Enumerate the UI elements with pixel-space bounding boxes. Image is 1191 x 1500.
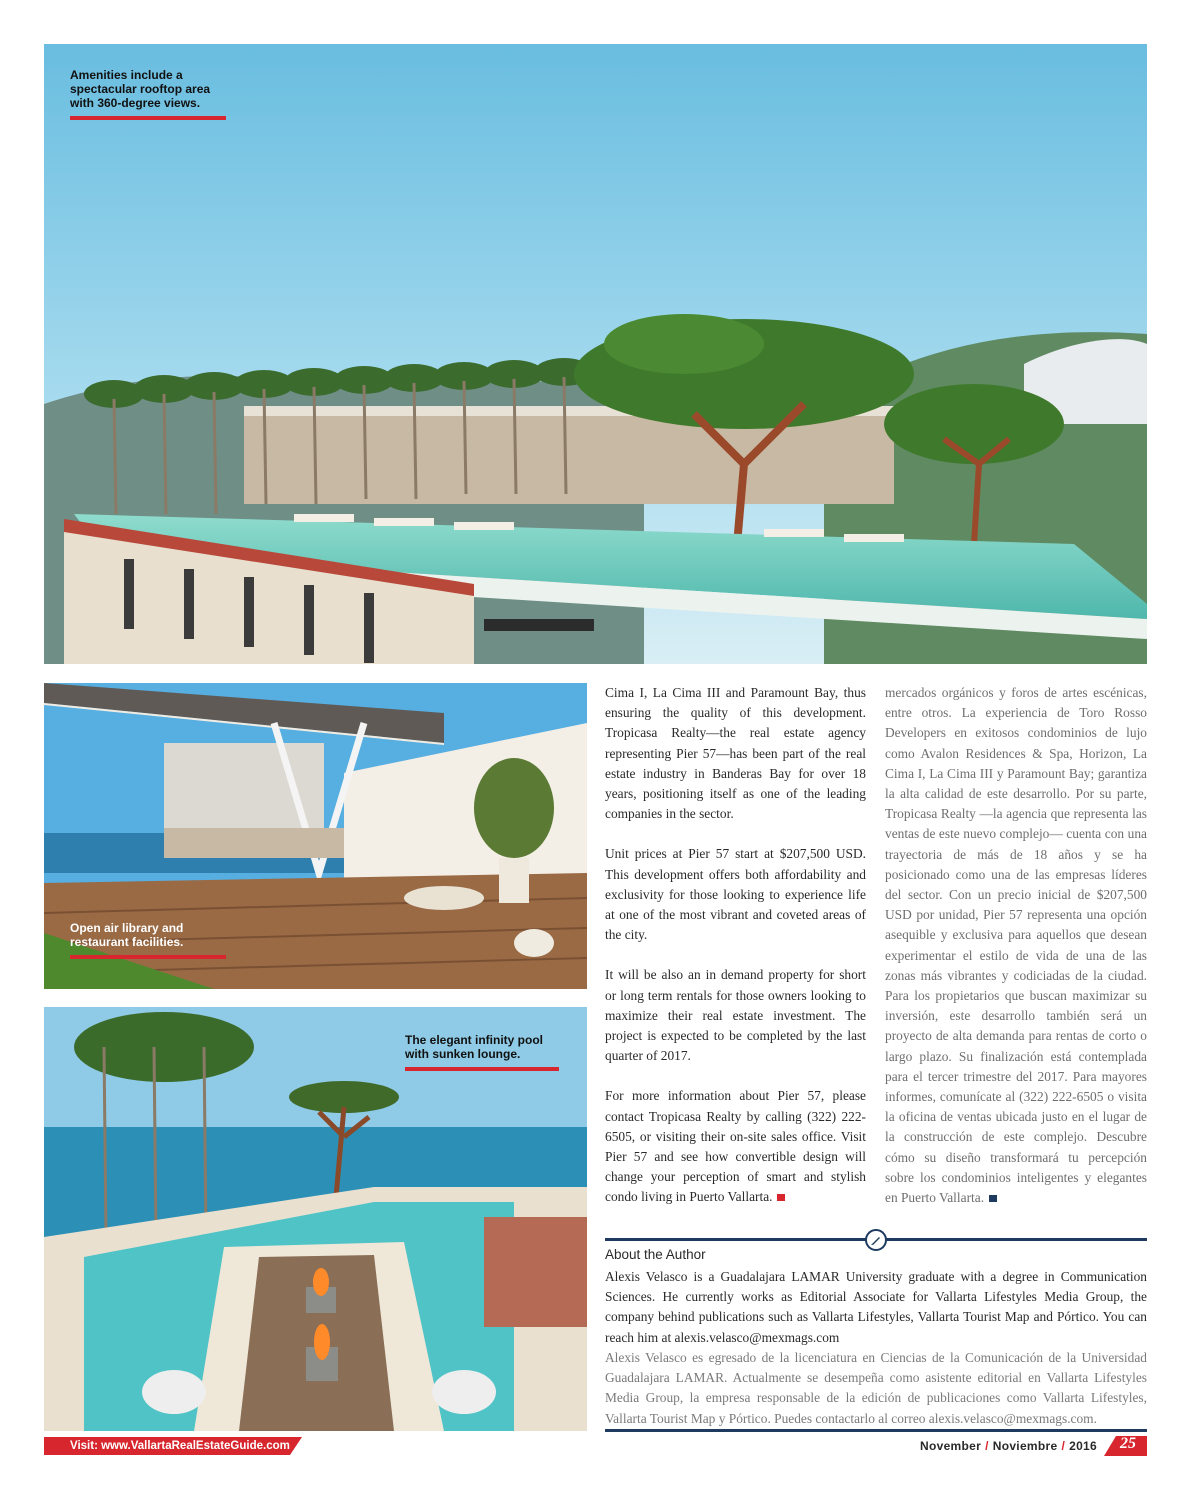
article-es-paragraph-wrap	[885, 683, 1147, 1208]
pool-caption-text: The elegant infinity pool with sunken lounge.	[405, 1033, 543, 1061]
author-bio-english: Alexis Velasco is a Guadalajara LAMAR University graduate with a degree in Communication Sciences. He currently works as Editorial Associate for Vallarta Lifestyles Media Group, the company behind publications such as Vallarta Lifestyles, Vallarta Tourist Map and Pórtico. You can reach him at alexis.velasco@mexmags.com	[605, 1269, 1147, 1345]
author-bio-spanish: Alexis Velasco es egresado de la licenciatura en Ciencias de la Comunicación de la Universidad Guadalajara LAMAR. Actualmente se desempeña como asistente editorial en Vallarta Lifestyles Media Group, la empresa responsable de la edición de publicaciones como Vallarta Lifestyles, Vallarta Tourist Map y Pórtico. Puedes contactarlo al correo alexis.velasco@mexmags.com.	[605, 1350, 1147, 1426]
author-bottom-rule	[605, 1429, 1147, 1432]
pool-caption-rule	[405, 1067, 559, 1071]
hero-caption-rule	[70, 116, 226, 120]
footer-month-es: Noviembre	[992, 1439, 1058, 1453]
article-en-paragraph-3: It will be also an in demand property for short or long term rentals for those owners looking to maximize their real estate investment. The project is expected to be completed by the last quarter of 2017.	[605, 967, 866, 1064]
footer-website-link[interactable]: Visit: www.VallartaRealEstateGuide.com	[70, 1440, 290, 1452]
footer-issue-date	[920, 1439, 1097, 1453]
article-es-text: mercados orgánicos y foros de artes escénicas, entre otros. La experiencia de Toro Rosso Developers en exitosos condominios de lujo como Avalon Residences & Spa, Horizon, La Cima I, La Cima III y Paramount Bay; garantiza la alta calidad de este desarrollo. Por su parte, Tropicasa Realty —la agencia que representa las ventas de este nuevo complejo— cuenta con una trayectoria de más de 18 años y se ha posicionado como una de las empresas líderes del sector. Con un precio inicial de $207,500 USD por unidad, Pier 57 representa una opción asequible y exclusiva para aquellos que desean experimentar el estilo de vida de una de las zonas más vibrantes y codiciadas de la ciudad. Para los propietarios que buscan maximizar su inversión, este desarrollo también será un proyecto de alta demanda para rentas de corto o largo plazo. Su finalización está contemplada para el tercer trimestre del 2017. Para mayores informes, comunícate al (322) 222-6505 o visita la oficina de ventas ubicada justo en el lugar de la construcción de este complejo. Descubre cómo su diseño transformará tu percepción sobre los condominios inteligentes y elegantes en Puerto Vallarta.	[885, 685, 1147, 1206]
article-en-paragraph-4: For more information about Pier 57, please contact Tropicasa Realty by calling (322) 222-6505, or visiting their on-site sales office. Visit Pier 57 and see how convertible design will change your perception of smart and stylish condo living in Puerto Vallarta.	[605, 1088, 866, 1205]
pool-caption	[405, 1033, 565, 1071]
end-mark-navy-icon	[989, 1195, 997, 1202]
hero-photo	[44, 44, 1147, 664]
library-caption-rule	[70, 955, 226, 959]
author-heading: About the Author	[605, 1247, 706, 1262]
footer-month-en: November	[920, 1439, 982, 1453]
article-spanish-column	[885, 683, 1147, 1228]
article-en-paragraph-1: Cima I, La Cima III and Paramount Bay, thus ensuring the quality of this development. Tropicasa Realty—the real estate agency representing Pier 57—has been part of the real estate industry in Banderas Bay for over 18 years, positioning itself as one of the leading companies in the sector.	[605, 685, 866, 822]
pen-icon	[865, 1229, 887, 1251]
footer-year: 2016	[1069, 1439, 1098, 1453]
library-caption-text: Open air library and restaurant facilities.	[70, 921, 184, 949]
end-mark-red-icon	[777, 1194, 785, 1201]
article-en-paragraph-4-wrap	[605, 1086, 866, 1207]
article-en-paragraph-2: Unit prices at Pier 57 start at $207,500 USD. This development offers both affordability and exclusivity for those looking to experience life at one of the most vibrant and coveted areas of the city.	[605, 846, 866, 943]
hero-caption-text: Amenities include a spectacular rooftop area with 360-degree views.	[70, 68, 211, 110]
library-caption	[70, 921, 230, 959]
footer-separator-1: /	[985, 1439, 989, 1453]
footer-separator-2: /	[1061, 1439, 1066, 1453]
article-english-column	[605, 683, 866, 1228]
library-photo	[44, 683, 587, 989]
rooftop-pool-illustration	[44, 44, 1147, 664]
pool-photo	[44, 1007, 587, 1431]
hero-caption	[70, 68, 230, 120]
page-number: 25	[1120, 1435, 1136, 1452]
